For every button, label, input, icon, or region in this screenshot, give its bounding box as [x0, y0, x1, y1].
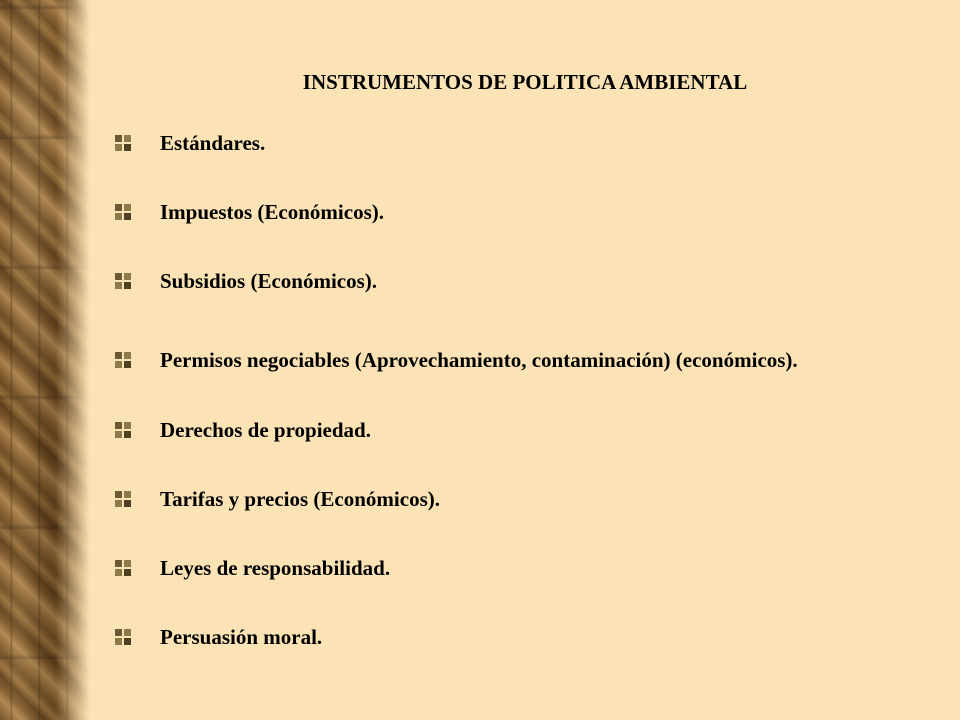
slide-title: INSTRUMENTOS DE POLITICA AMBIENTAL	[302, 70, 748, 94]
list-item	[114, 622, 322, 652]
border-fade	[56, 0, 90, 720]
list-item	[114, 415, 371, 445]
list-item-text: Tarifas y precios (Económicos).	[160, 486, 440, 511]
ornament-bullet-icon	[114, 134, 132, 152]
list-item-text: Estándares.	[160, 130, 266, 155]
list-item	[114, 128, 265, 158]
list-item	[114, 197, 384, 227]
list-item-text: Impuestos (Económicos).	[160, 199, 384, 224]
ornament-bullet-icon	[114, 203, 132, 221]
list-item	[114, 553, 390, 583]
ornament-bullet-icon	[114, 272, 132, 290]
list-item-text: Leyes de responsabilidad.	[160, 555, 391, 580]
list-item-text: Persuasión moral.	[160, 624, 323, 649]
list-item-text: Permisos negociables (Aprovechamiento, contaminación) (económicos).	[160, 347, 798, 372]
ornament-bullet-icon	[114, 490, 132, 508]
ornament-bullet-icon	[114, 559, 132, 577]
list-item-text: Subsidios (Económicos).	[160, 268, 378, 293]
list-item	[114, 484, 440, 514]
ornament-bullet-icon	[114, 628, 132, 646]
list-item	[114, 345, 798, 375]
list-item-text: Derechos de propiedad.	[160, 417, 371, 442]
ornament-bullet-icon	[114, 421, 132, 439]
ornament-bullet-icon	[114, 351, 132, 369]
list-item	[114, 266, 377, 296]
